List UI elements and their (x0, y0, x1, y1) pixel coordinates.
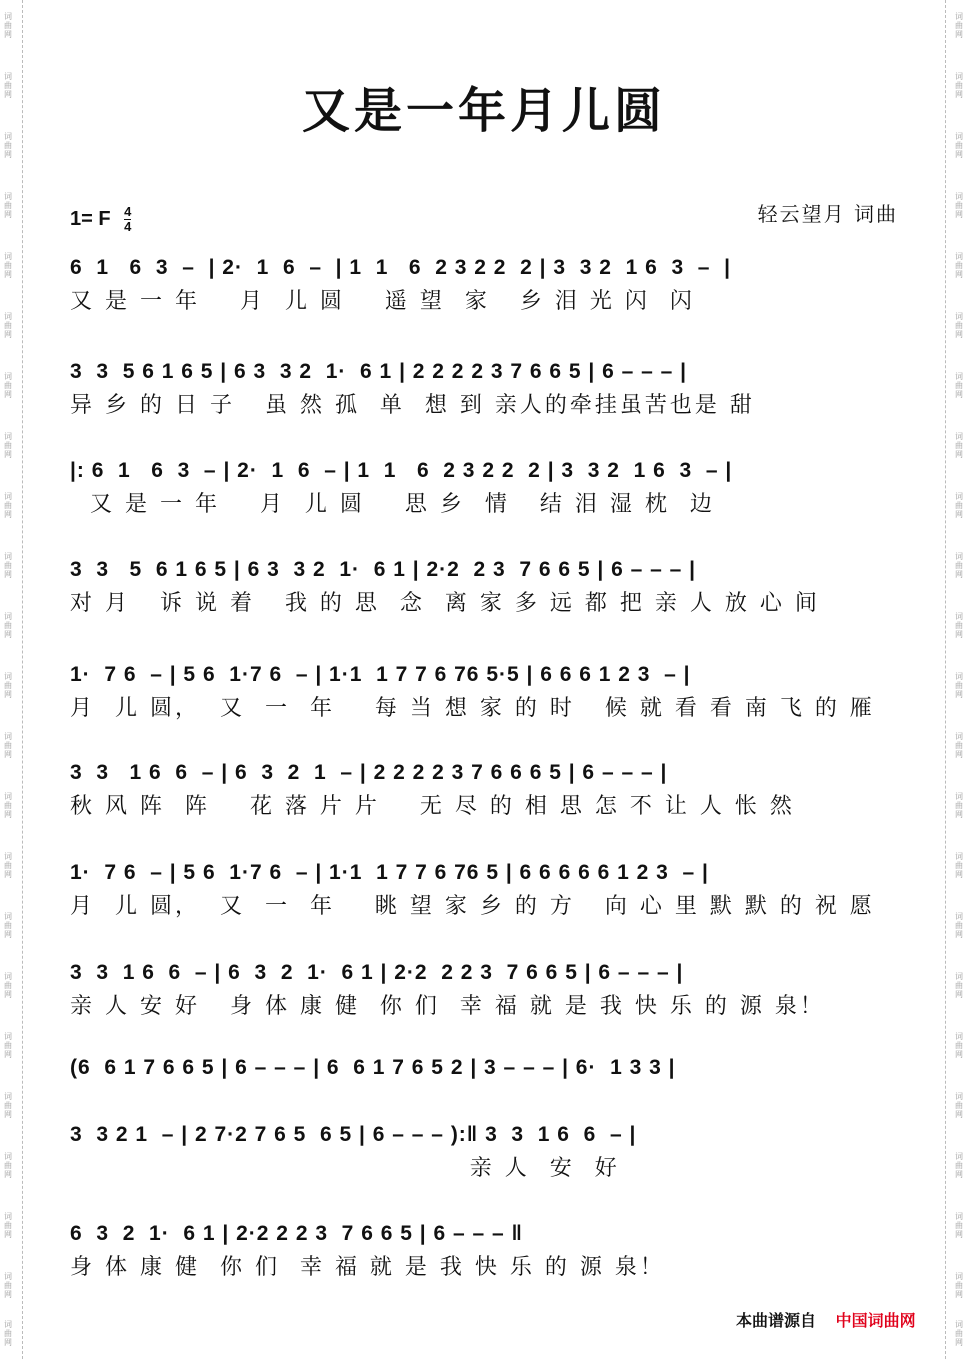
lyrics-line: 对 月 诉 说 着 我 的 思 念 离 家 多 远 都 把 亲 人 放 心 间 (70, 591, 820, 616)
lyrics-line: 月 儿 圆， 又 一 年 每 当 想 家 的 时 候 就 看 看 南 飞 的 雁 (70, 696, 875, 721)
score-system-6 (70, 758, 910, 822)
lyrics-line: 亲 人 安 好 (70, 1156, 620, 1181)
watermark-text: 词曲网 (4, 1092, 12, 1119)
watermark-text: 词曲网 (4, 1272, 12, 1299)
watermark-text: 词曲网 (4, 492, 12, 519)
watermark-text: 词曲网 (955, 672, 963, 699)
song-title: 又是一年月儿圆 (301, 83, 666, 139)
watermark-text: 词曲网 (955, 252, 963, 279)
watermark-text: 词曲网 (955, 312, 963, 339)
watermark-text: 词曲网 (955, 432, 963, 459)
lyrics-line: 秋 风 阵 阵 花 落 片 片 无 尽 的 相 思 怎 不 让 人 怅 然 (70, 794, 795, 819)
watermark-text: 词曲网 (4, 552, 12, 579)
notation-line: 1· 7 6 – | 5 6 1·7 6 – | 1·1 1 7 7 6 76 5·5 | 6 6 6 1 2 3 – | (70, 663, 691, 686)
lyrics-line: 身 体 康 健 你 们 幸 福 就 是 我 快 乐 的 源 泉！ (70, 1255, 665, 1280)
score-system-1 (70, 253, 910, 317)
score-system-3 (70, 456, 910, 520)
watermark-text: 词曲网 (955, 552, 963, 579)
time-signature-top: 4 (124, 204, 132, 219)
watermark-text: 词曲网 (4, 1212, 12, 1239)
score-system-9 (70, 1053, 910, 1117)
watermark-text: 词曲网 (955, 372, 963, 399)
notation-line: 1· 7 6 – | 5 6 1·7 6 – | 1·1 1 7 7 6 76 5 | 6 6 6 6 6 1 2 3 – | (70, 861, 709, 884)
watermark-text: 词曲网 (4, 12, 12, 39)
watermark-text: 词曲网 (4, 192, 12, 219)
lyrics-line: 又 是 一 年 月 儿 圆 思 乡 情 结 泪 湿 枕 边 (70, 492, 715, 517)
watermark-text: 词曲网 (955, 1212, 963, 1239)
watermark-text: 词曲网 (4, 132, 12, 159)
watermark-text: 词曲网 (955, 612, 963, 639)
score-system-2 (70, 357, 910, 421)
watermark-text: 词曲网 (955, 1152, 963, 1179)
watermark-text: 词曲网 (4, 252, 12, 279)
watermark-text: 词曲网 (955, 792, 963, 819)
watermark-text: 词曲网 (4, 72, 12, 99)
watermark-text: 词曲网 (955, 1272, 963, 1299)
notation-line: 3 3 1 6 6 – | 6 3 2 1 – | 2 2 2 2 3 7 6 6 6 5 | 6 – – – | (70, 761, 668, 784)
notation-line: 3 3 1 6 6 – | 6 3 2 1· 6 1 | 2·2 2 2 3 7 6 6 5 | 6 – – – | (70, 961, 684, 984)
watermark-text: 词曲网 (4, 732, 12, 759)
score-system-8 (70, 958, 910, 1022)
watermark-text: 词曲网 (955, 1032, 963, 1059)
watermark-text: 词曲网 (955, 132, 963, 159)
watermark-text: 词曲网 (955, 12, 963, 39)
notation-line: |: 6 1 6 3 – | 2· 1 6 – | 1 1 6 2 3 2 2 2 | 3 3 2 1 6 3 – | (70, 459, 733, 482)
lyrics-line: 异 乡 的 日 子 虽 然 孤 单 想 到 亲人的牵挂虽苦也是 甜 (70, 393, 755, 418)
watermark-text: 词曲网 (955, 492, 963, 519)
key-signature (70, 205, 131, 234)
notation-line: 6 1 6 3 – | 2· 1 6 – | 1 1 6 2 3 2 2 2 | 3 3 2 1 6 3 – | (70, 256, 732, 279)
watermark-text: 词曲网 (955, 1320, 963, 1347)
watermark-text: 词曲网 (955, 72, 963, 99)
lyrics-line: 又 是 一 年 月 儿 圆 遥 望 家 乡 泪 光 闪 闪 (70, 289, 695, 314)
score-system-4 (70, 555, 910, 619)
watermark-text: 词曲网 (955, 852, 963, 879)
source-footer (736, 1308, 916, 1331)
watermark-text: 词曲网 (4, 1152, 12, 1179)
composer-credit: 轻云望月 词曲 (757, 202, 898, 226)
source-label: 本曲谱源自 (736, 1311, 817, 1330)
watermark-text: 词曲网 (4, 372, 12, 399)
notation-line: 3 3 5 6 1 6 5 | 6 3 3 2 1· 6 1 | 2 2 2 2 3 7 6 6 5 | 6 – – – | (70, 360, 688, 383)
left-margin-watermark (0, 0, 23, 1359)
watermark-text: 词曲网 (4, 432, 12, 459)
watermark-text: 词曲网 (4, 312, 12, 339)
watermark-text: 词曲网 (4, 852, 12, 879)
score-system-10 (70, 1120, 910, 1184)
lyrics-line: 亲 人 安 好 身 体 康 健 你 们 幸 福 就 是 我 快 乐 的 源 泉！ (70, 994, 825, 1019)
watermark-text: 词曲网 (955, 732, 963, 759)
watermark-text: 词曲网 (4, 1320, 12, 1347)
lyrics-line: 月 儿 圆， 又 一 年 眺 望 家 乡 的 方 向 心 里 默 默 的 祝 愿 (70, 894, 875, 919)
watermark-text: 词曲网 (955, 972, 963, 999)
notation-line: (6 6 1 7 6 6 5 | 6 – – – | 6 6 1 7 6 5 2 | 3 – – – | 6· 1 3 3 | (70, 1056, 676, 1079)
notation-line: 3 3 2 1 – | 2 7·2 7 6 5 6 5 | 6 – – – ):‖ 3 3 1 6 6 – | (70, 1123, 637, 1146)
score-system-11 (70, 1219, 910, 1283)
score-system-7 (70, 858, 910, 922)
watermark-text: 词曲网 (955, 1092, 963, 1119)
watermark-text: 词曲网 (955, 192, 963, 219)
lyrics-line (70, 1087, 910, 1117)
watermark-text: 词曲网 (4, 792, 12, 819)
watermark-text: 词曲网 (4, 1032, 12, 1059)
watermark-text: 词曲网 (4, 672, 12, 699)
notation-line: 3 3 5 6 1 6 5 | 6 3 3 2 1· 6 1 | 2·2 2 3 7 6 6 5 | 6 – – – | (70, 558, 697, 581)
watermark-text: 词曲网 (4, 912, 12, 939)
watermark-text: 词曲网 (4, 612, 12, 639)
notation-line: 6 3 2 1· 6 1 | 2·2 2 2 3 7 6 6 5 | 6 – – – ‖ (70, 1222, 523, 1245)
watermark-text: 词曲网 (955, 912, 963, 939)
right-margin-watermark (945, 0, 968, 1359)
watermark-text: 词曲网 (4, 972, 12, 999)
source-site-link[interactable]: 中国词曲网 (835, 1311, 916, 1330)
key-label: 1= F (70, 207, 111, 230)
score-system-5 (70, 660, 910, 724)
time-signature (124, 205, 131, 234)
time-signature-bottom: 4 (124, 219, 132, 234)
